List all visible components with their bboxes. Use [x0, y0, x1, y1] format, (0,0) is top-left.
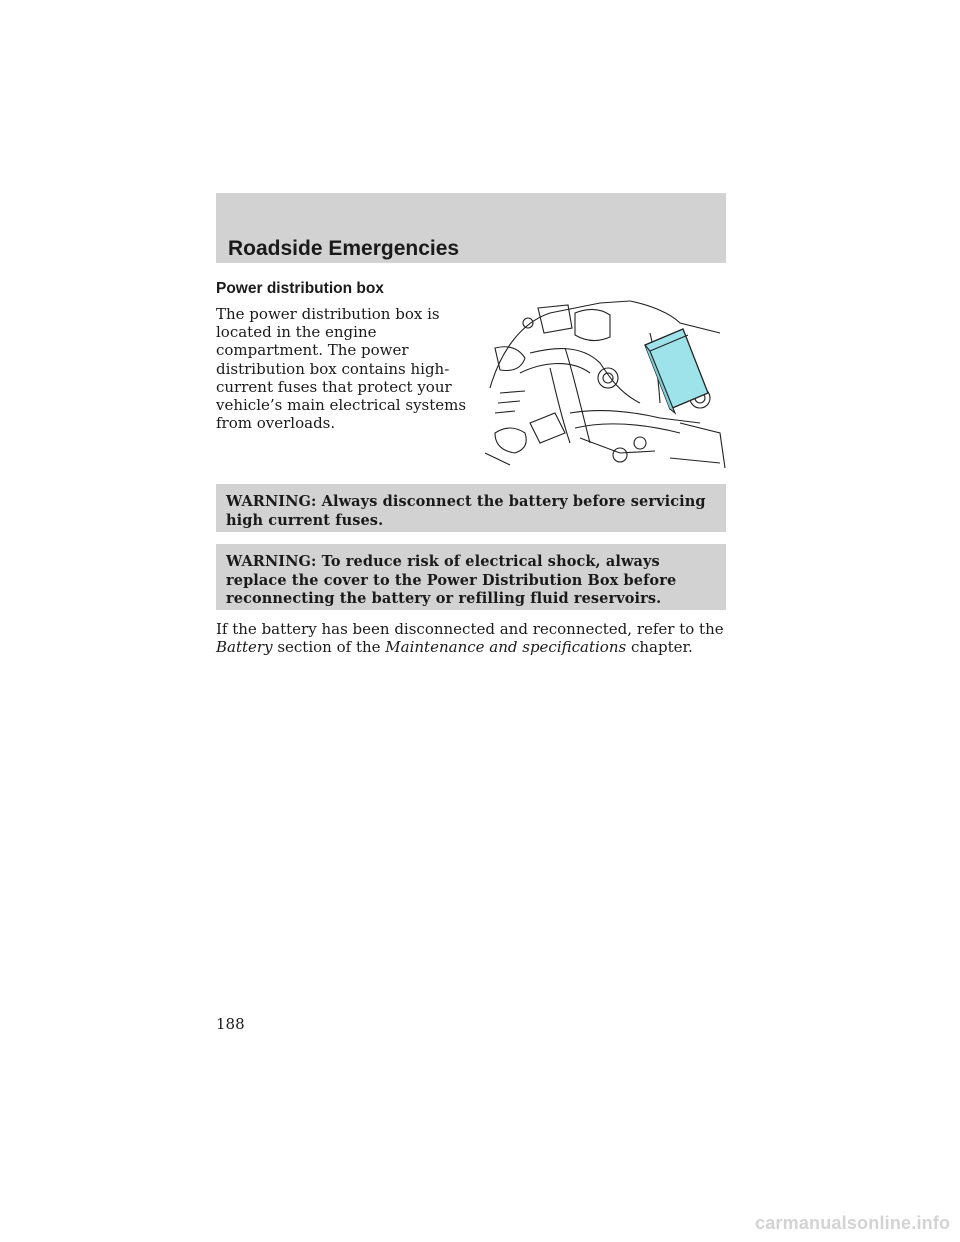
watermark-logo — [755, 1207, 955, 1237]
watermark-text: carmanualsonline.info — [755, 1213, 951, 1233]
header-band — [216, 193, 726, 263]
page-number: 188 — [216, 1015, 245, 1033]
battery-note — [216, 620, 736, 657]
engine-compartment-illustration — [480, 293, 728, 473]
note-prefix: If the battery has been disconnected and reconnected, refer to the — [216, 620, 724, 638]
battery-reference: Battery — [216, 638, 273, 657]
note-suffix: chapter. — [630, 638, 693, 657]
page-header-title: Roadside Emergencies — [228, 237, 460, 260]
maintenance-chapter-reference: Maintenance and specifications — [385, 638, 627, 657]
section-title: Power distribution box — [216, 280, 384, 297]
warning-box-1: WARNING: Always disconnect the battery before servicing high current fuses. — [216, 484, 726, 532]
intro-paragraph: The power distribution box is located in the engine compartment. The power distribution box contains high-current fuses that protect your vehicle’s main electrical systems from overloads. — [216, 305, 467, 433]
note-middle: section of the — [277, 638, 381, 657]
warning-box-2: WARNING: To reduce risk of electrical shock, always replace the cover to the Power Distribution Box before reconnecting the battery or refilling fluid reservoirs. — [216, 544, 726, 610]
